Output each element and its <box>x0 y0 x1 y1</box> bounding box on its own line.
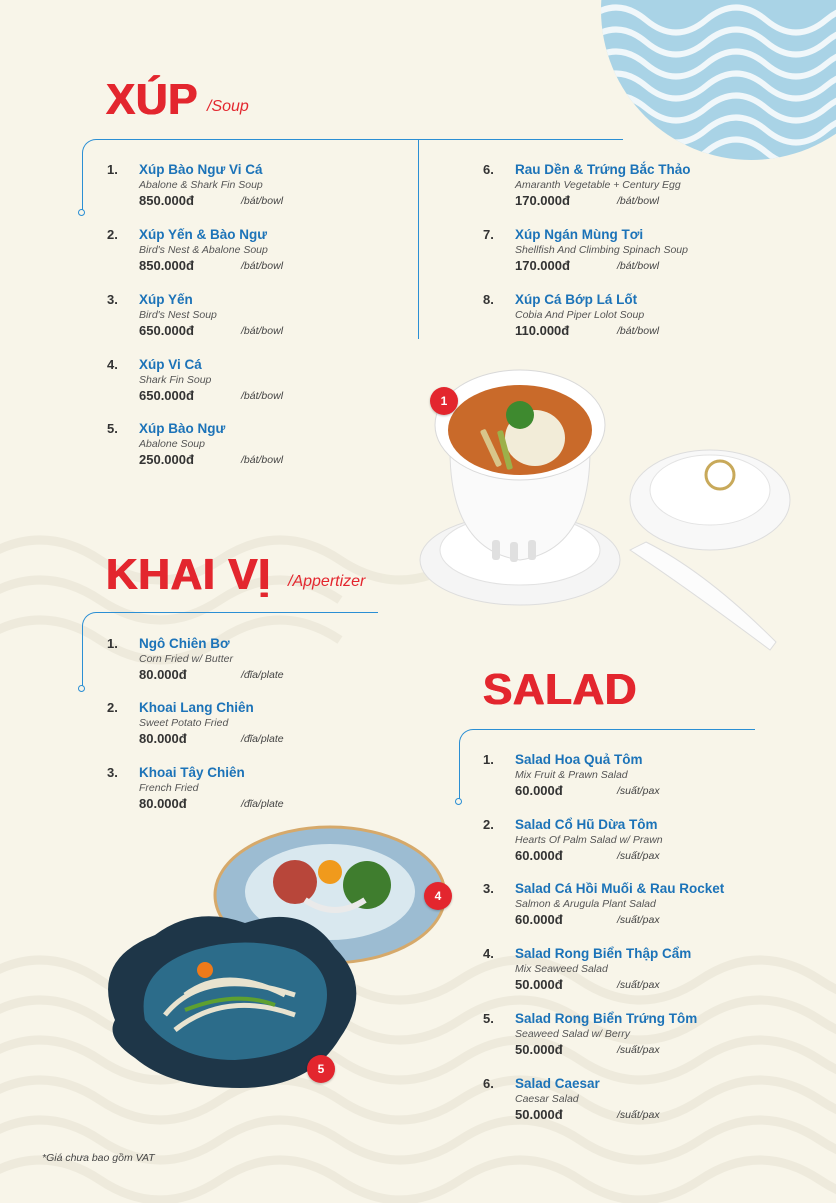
item-number: 1. <box>483 752 494 767</box>
item-name: Xúp Yến & Bào Ngư <box>139 227 268 242</box>
item-name: Khoai Lang Chiên <box>139 700 254 715</box>
item-name: Salad Hoa Quả Tôm <box>515 752 643 767</box>
item-price: 50.000đ <box>515 1042 563 1057</box>
item-english-name: Bird's Nest Soup <box>139 309 217 321</box>
item-english-name: Caesar Salad <box>515 1093 579 1105</box>
soup-photo <box>410 350 810 670</box>
item-price: 650.000đ <box>139 388 194 403</box>
appetizer-section-title: KHAI VỊ <box>106 550 271 599</box>
item-number: 3. <box>483 881 494 896</box>
item-name: Salad Rong Biển Trứng Tôm <box>515 1011 698 1026</box>
item-english-name: Salmon & Arugula Plant Salad <box>515 898 656 910</box>
salad-section-title: SALAD <box>483 665 638 714</box>
item-price: 170.000đ <box>515 258 570 273</box>
item-english-name: Abalone Soup <box>139 438 205 450</box>
item-number: 6. <box>483 162 494 177</box>
item-english-name: Amaranth Vegetable + Century Egg <box>515 179 681 191</box>
item-unit: /suất/pax <box>617 785 660 797</box>
soup-photo-badge: 1 <box>430 387 458 415</box>
item-english-name: Shellfish And Climbing Spinach Soup <box>515 244 688 256</box>
item-price: 60.000đ <box>515 783 563 798</box>
item-english-name: Abalone & Shark Fin Soup <box>139 179 263 191</box>
item-unit: /bát/bowl <box>241 454 284 466</box>
item-number: 1. <box>107 162 118 177</box>
item-english-name: Corn Fried w/ Butter <box>139 653 233 665</box>
item-number: 2. <box>483 817 494 832</box>
item-number: 3. <box>107 292 118 307</box>
item-unit: /đĩa/plate <box>241 733 284 745</box>
seaweed-salad-photo <box>85 820 455 1150</box>
item-number: 6. <box>483 1076 494 1091</box>
item-unit: /bát/bowl <box>241 390 284 402</box>
item-unit: /bát/bowl <box>241 325 284 337</box>
item-english-name: Sweet Potato Fried <box>139 717 229 729</box>
item-english-name: Cobia And Piper Lolot Soup <box>515 309 645 321</box>
item-number: 4. <box>483 946 494 961</box>
item-name: Salad Caesar <box>515 1076 600 1091</box>
item-price: 850.000đ <box>139 258 194 273</box>
item-price: 110.000đ <box>515 323 570 338</box>
item-number: 5. <box>107 421 118 436</box>
item-english-name: French Fried <box>139 782 199 794</box>
item-price: 60.000đ <box>515 912 563 927</box>
item-price: 80.000đ <box>139 731 187 746</box>
corner-wave-decoration <box>586 0 836 160</box>
seaweed-photo-badge: 4 <box>424 882 452 910</box>
item-english-name: Seaweed Salad w/ Berry <box>515 1028 630 1040</box>
item-name: Xúp Bào Ngư <box>139 421 226 436</box>
item-unit: /bát/bowl <box>241 195 284 207</box>
item-number: 5. <box>483 1011 494 1026</box>
soup-section-subtitle: /Soup <box>207 98 249 115</box>
appetizer-section-subtitle: /Appertizer <box>288 573 366 590</box>
item-number: 2. <box>107 227 118 242</box>
item-english-name: Shark Fin Soup <box>139 374 212 386</box>
soup-section-title: XÚP <box>106 75 198 124</box>
vat-footnote: *Giá chưa bao gồm VAT <box>42 1152 155 1164</box>
item-number: 8. <box>483 292 494 307</box>
item-unit: /bát/bowl <box>241 260 284 272</box>
item-unit: /suất/pax <box>617 1044 660 1056</box>
appetizer-bracket-dot <box>78 685 85 692</box>
item-price: 650.000đ <box>139 323 194 338</box>
item-name: Khoai Tây Chiên <box>139 765 245 780</box>
item-unit: /đĩa/plate <box>241 798 284 810</box>
item-name: Xúp Vi Cá <box>139 357 202 372</box>
item-number: 3. <box>107 765 118 780</box>
item-unit: /đĩa/plate <box>241 669 284 681</box>
item-english-name: Bird's Nest & Abalone Soup <box>139 244 268 256</box>
item-english-name: Hearts Of Palm Salad w/ Prawn <box>515 834 663 846</box>
item-name: Xúp Yến <box>139 292 193 307</box>
item-english-name: Mix Fruit & Prawn Salad <box>515 769 628 781</box>
item-unit: /suất/pax <box>617 979 660 991</box>
soup-bracket-dot <box>78 209 85 216</box>
item-number: 1. <box>107 636 118 651</box>
item-unit: /bát/bowl <box>617 260 660 272</box>
item-name: Salad Rong Biển Thập Cẩm <box>515 946 692 961</box>
item-unit: /suất/pax <box>617 914 660 926</box>
salad-photo-badge: 5 <box>307 1055 335 1083</box>
item-english-name: Mix Seaweed Salad <box>515 963 608 975</box>
soup-column-divider <box>418 139 419 339</box>
item-name: Xúp Cá Bớp Lá Lốt <box>515 292 638 307</box>
item-price: 50.000đ <box>515 1107 563 1122</box>
item-price: 250.000đ <box>139 452 194 467</box>
appetizer-bracket-line <box>82 612 378 688</box>
item-name: Ngô Chiên Bơ <box>139 636 230 651</box>
item-number: 7. <box>483 227 494 242</box>
item-unit: /bát/bowl <box>617 325 660 337</box>
item-name: Xúp Ngán Mùng Tơi <box>515 227 644 242</box>
item-number: 2. <box>107 700 118 715</box>
item-price: 60.000đ <box>515 848 563 863</box>
item-unit: /suất/pax <box>617 850 660 862</box>
item-price: 80.000đ <box>139 796 187 811</box>
item-price: 50.000đ <box>515 977 563 992</box>
item-price: 850.000đ <box>139 193 194 208</box>
item-name: Salad Cổ Hũ Dừa Tôm <box>515 817 658 832</box>
salad-bracket-dot <box>455 798 462 805</box>
item-number: 4. <box>107 357 118 372</box>
item-unit: /suất/pax <box>617 1109 660 1121</box>
item-name: Xúp Bào Ngư Vi Cá <box>139 162 263 177</box>
item-name: Salad Cá Hồi Muối & Rau Rocket <box>515 881 725 896</box>
item-name: Rau Dền & Trứng Bắc Thảo <box>515 162 691 177</box>
item-price: 170.000đ <box>515 193 570 208</box>
item-unit: /bát/bowl <box>617 195 660 207</box>
item-price: 80.000đ <box>139 667 187 682</box>
